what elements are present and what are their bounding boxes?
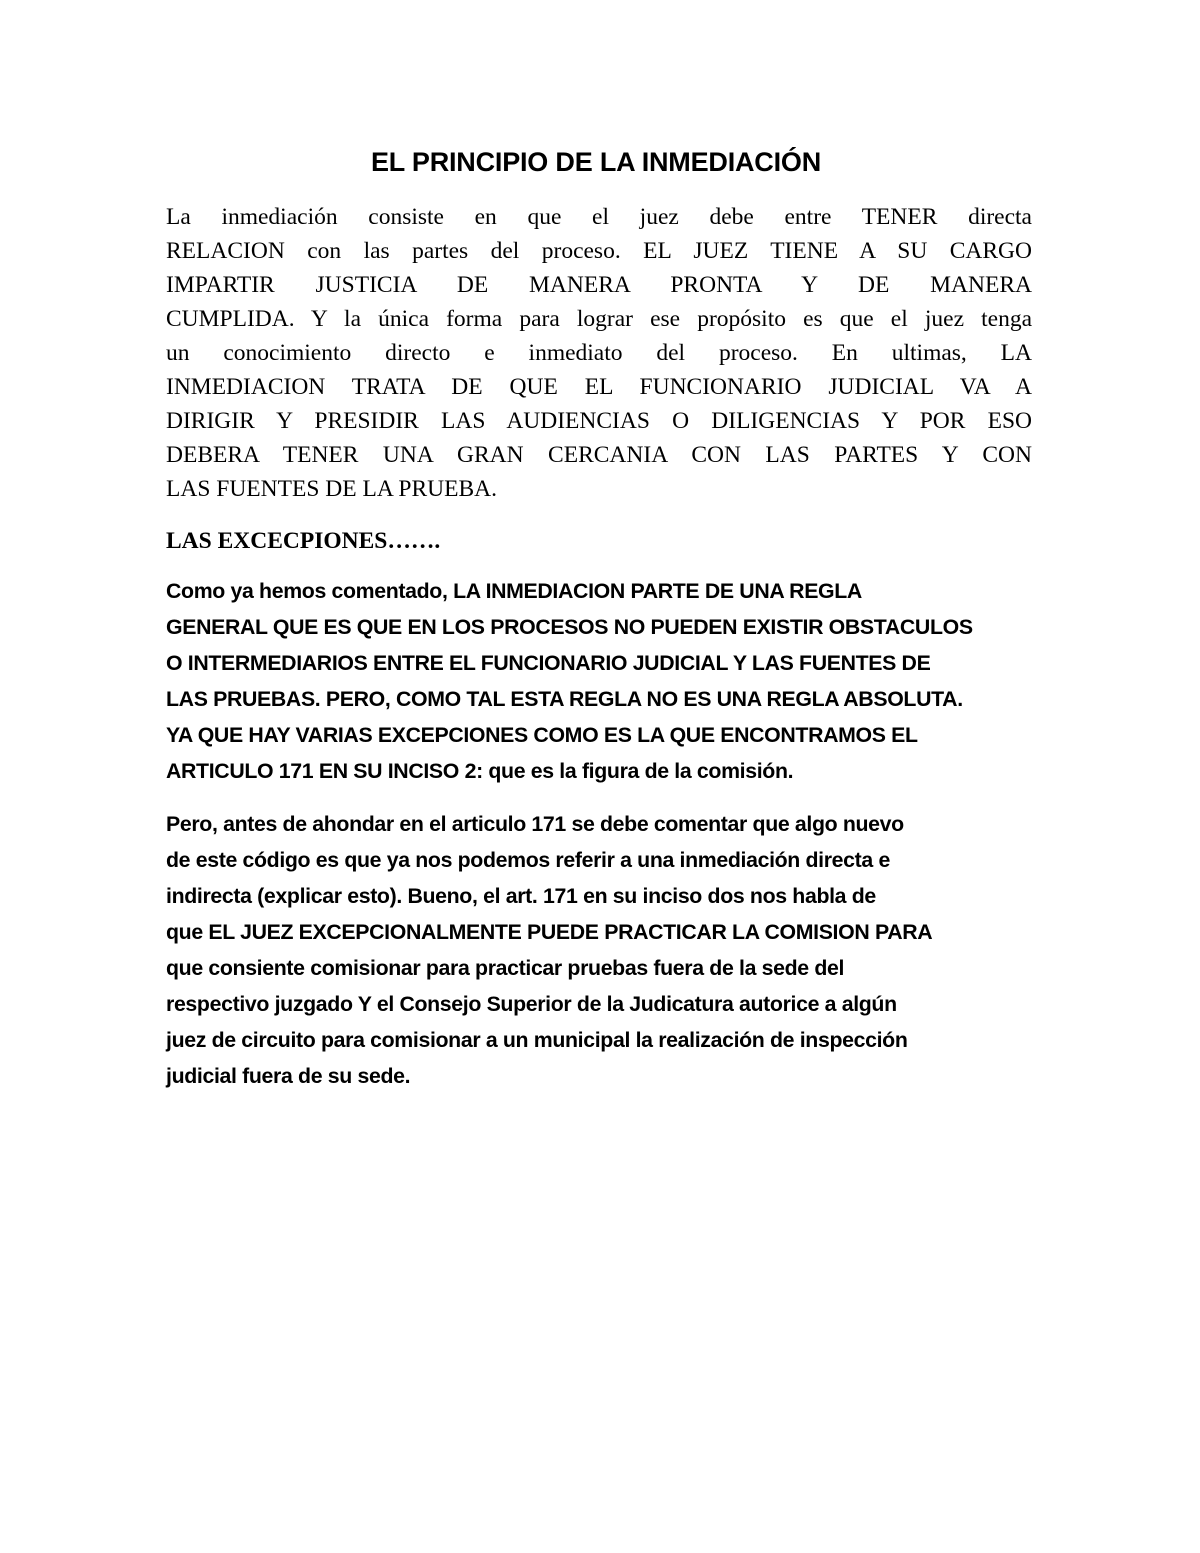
paragraph-line: ARTICULO 171 EN SU INCISO 2: que es la figura de la comisión. [166, 759, 794, 783]
paragraph-line: La inmediación consiste en que el juez debe entre TENER directa [166, 204, 1032, 230]
paragraph-inmediacion [166, 200, 1032, 506]
paragraph-line: de este código es que ya nos podemos referir a una inmediación directa e [166, 848, 890, 872]
paragraph-line: DEBERA TENER UNA GRAN CERCANIA CON LAS PARTES Y CON [166, 442, 1032, 468]
paragraph-line: GENERAL QUE ES QUE EN LOS PROCESOS NO PUEDEN EXISTIR OBSTACULOS [166, 615, 973, 639]
paragraph-line: CUMPLIDA. Y la única forma para lograr ese propósito es que el juez tenga [166, 306, 1032, 332]
paragraph-line: que consiente comisionar para practicar pruebas fuera de la sede del [166, 956, 845, 980]
paragraph-line: IMPARTIR JUSTICIA DE MANERA PRONTA Y DE MANERA [166, 272, 1032, 298]
section-heading-excepciones: LAS EXCECPIONES……. [166, 528, 441, 554]
paragraph-line: DIRIGIR Y PRESIDIR LAS AUDIENCIAS O DILIGENCIAS Y POR ESO [166, 408, 1032, 434]
document-title: EL PRINCIPIO DE LA INMEDIACIÓN [370, 147, 822, 177]
paragraph-line: Como ya hemos comentado, LA INMEDIACION PARTE DE UNA REGLA [166, 579, 862, 603]
paragraph-line: O INTERMEDIARIOS ENTRE EL FUNCIONARIO JUDICIAL Y LAS FUENTES DE [166, 651, 931, 675]
paragraph-line: que EL JUEZ EXCEPCIONALMENTE PUEDE PRACTICAR LA COMISION PARA [166, 920, 933, 944]
paragraph-line: indirecta (explicar esto). Bueno, el art. 171 en su inciso dos nos habla de [166, 884, 876, 908]
paragraph-line: INMEDIACION TRATA DE QUE EL FUNCIONARIO JUDICIAL VA A [166, 374, 1032, 400]
paragraph-line: juez de circuito para comisionar a un municipal la realización de inspección [166, 1028, 908, 1052]
paragraph-line: YA QUE HAY VARIAS EXCEPCIONES COMO ES LA QUE ENCONTRAMOS EL [166, 723, 918, 747]
paragraph-line: judicial fuera de su sede. [166, 1064, 411, 1088]
paragraph-line: respectivo juzgado Y el Consejo Superior de la Judicatura autorice a algún [166, 992, 897, 1016]
paragraph-articulo-171 [166, 806, 1046, 1094]
paragraph-line: LAS PRUEBAS. PERO, COMO TAL ESTA REGLA NO ES UNA REGLA ABSOLUTA. [166, 687, 963, 711]
paragraph-line: LAS FUENTES DE LA PRUEBA. [166, 476, 497, 502]
paragraph-line: RELACION con las partes del proceso. EL JUEZ TIENE A SU CARGO [166, 238, 1032, 264]
paragraph-line: un conocimiento directo e inmediato del proceso. En ultimas, LA [166, 340, 1032, 366]
paragraph-excepciones [166, 573, 1046, 789]
paragraph-line: Pero, antes de ahondar en el articulo 171 se debe comentar que algo nuevo [166, 812, 904, 836]
